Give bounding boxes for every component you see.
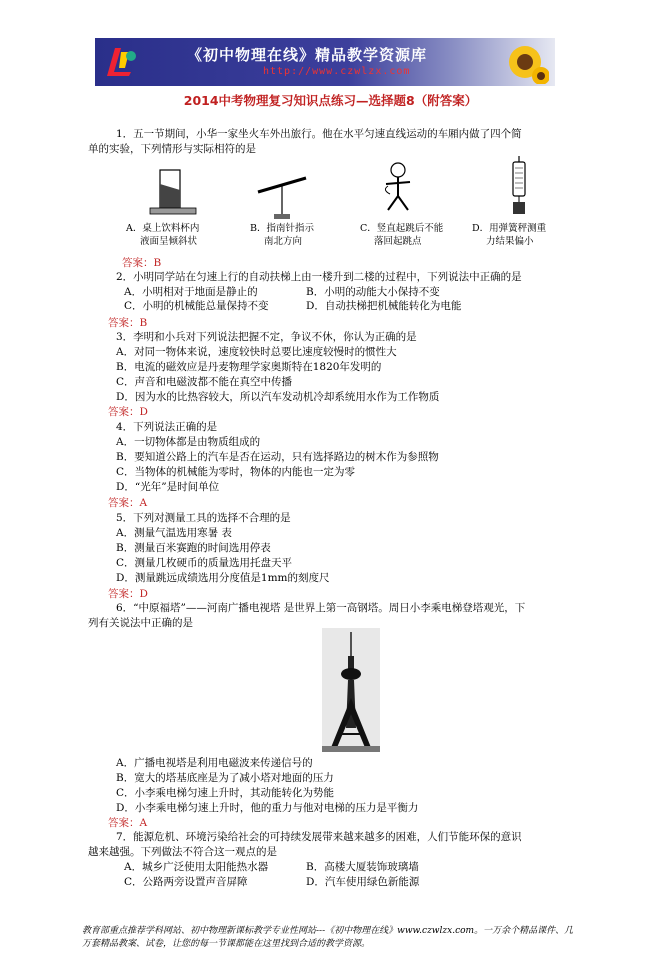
q5-answer: 答案：D [108, 588, 148, 600]
q6-option-a: A．广播电视塔是利用电磁波来传递信号的 [116, 757, 313, 769]
q6-option-c: C．小李乘电梯匀速上升时，其动能转化为势能 [116, 787, 335, 799]
q7-option-a: A．城乡广泛使用太阳能热水器 [124, 861, 269, 873]
q2-option-b: B．小明的动能大小保持不变 [306, 286, 440, 298]
compass-icon [254, 170, 310, 222]
q4-option-c: C．当物体的机械能为零时，物体的内能也一定为零 [116, 466, 356, 478]
q2-option-d: D．自动扶梯把机械能转化为电能 [306, 300, 462, 312]
q1-caption-c: C．竖直起跳后不能 落回起跳点 [360, 223, 444, 247]
q6-option-b: B．宽大的塔基底座是为了减小塔对地面的压力 [116, 772, 334, 784]
q5-option-a: A．测量气温选用寒暑 表 [116, 527, 232, 539]
q2-option-c: C．小明的机械能总量保持不变 [124, 300, 269, 312]
q1-caption-a: A．桌上饮料杯内 液面呈倾斜状 [126, 223, 200, 247]
q5-option-b: B．测量百米赛跑的时间选用停表 [116, 542, 271, 554]
q5-stem: 5．下列对测量工具的选择不合理的是 [116, 512, 291, 524]
banner-url[interactable]: http://www.czwlzx.com [263, 66, 411, 77]
tv-tower-photo [322, 628, 380, 752]
q2-answer: 答案：B [108, 317, 148, 329]
q1-caption-b: B．指南针指示 南北方向 [250, 223, 314, 247]
sunflower-icon [501, 40, 549, 84]
q3-answer: 答案：D [108, 406, 148, 418]
q2-stem: 2．小明同学站在匀速上行的自动扶梯上由一楼升到二楼的过程中，下列说法中正确的是 [116, 271, 522, 283]
q1-stem-line2: 单的实验，下列情形与实际相符的是 [88, 143, 256, 155]
q4-option-b: B．要知道公路上的汽车是否在运动，只有选择路边的树木作为参照物 [116, 451, 439, 463]
q7-stem-line2: 越来越强。下列做法不符合这一观点的是 [88, 846, 277, 858]
q3-option-d: D．因为水的比热容较大，所以汽车发动机冷却系统用水作为工作物质 [116, 391, 440, 403]
banner-title: 《初中物理在线》精品教学资源库 [187, 46, 428, 64]
q3-stem: 3．李明和小兵对下列说法把握不定，争议不休，你认为正确的是 [116, 331, 417, 343]
q3-option-c: C．声音和电磁波都不能在真空中传播 [116, 376, 293, 388]
q6-stem-line2: 列有关说法中正确的是 [88, 617, 193, 629]
q7-option-d: D．汽车使用绿色新能源 [306, 876, 420, 888]
q7-option-b: B．高楼大厦装饰玻璃墙 [306, 861, 419, 873]
q6-stem-line1: 6．“中原福塔”——河南广播电视塔 是世界上第一高钢塔。周日小李乘电梯登塔观光，下 [116, 602, 526, 614]
q7-stem-line1: 7．能源危机、环境污染给社会的可持续发展带来越来越多的困难，人们节能环保的意识 [116, 831, 522, 843]
q1-stem-line1: 1．五一节期间，小华一家坐火车外出旅行。他在水平匀速直线运动的车厢内做了四个简 [116, 128, 522, 140]
q7-option-c: C．公路两旁设置声音屏障 [124, 876, 248, 888]
header-banner [95, 38, 555, 86]
q6-answer: 答案：A [108, 817, 148, 829]
q4-stem: 4．下列说法正确的是 [116, 421, 218, 433]
q4-answer: 答案：A [108, 497, 148, 509]
footer-note: 教育部重点推荐学科网站、初中物理新课标教学专业性网站---《初中物理在线》www.czwlzx.com。一万余个精品课件、几万套精品教案、试卷，让您的每一节课都能在这里找到合适的教学资源。 [82, 926, 574, 949]
q1-answer: 答案：B [122, 257, 162, 269]
q5-option-c: C．测量几枚硬币的质量选用托盘天平 [116, 557, 293, 569]
q3-option-b: B．电流的磁效应是丹麦物理学家奥斯特在1820年发明的 [116, 361, 382, 373]
q2-option-a: A．小明相对于地面是静止的 [124, 286, 258, 298]
spring-scale-icon [506, 156, 532, 220]
document-title: 2014中考物理复习知识点练习—选择题8（附答案） [183, 93, 478, 108]
tilted-cup-icon [148, 164, 198, 220]
q6-option-d: D．小李乘电梯匀速上升时，他的重力与他对电梯的压力是平衡力 [116, 802, 419, 814]
site-logo-icon [101, 42, 141, 82]
q4-option-d: D．“光年”是时间单位 [116, 481, 220, 493]
q5-option-d: D．测量跳远成绩选用分度值是1mm的刻度尺 [116, 572, 330, 584]
q4-option-a: A．一切物体都是由物质组成的 [116, 436, 261, 448]
jumping-person-icon [378, 160, 422, 218]
q3-option-a: A．对同一物体来说，速度较快时总要比速度较慢时的惯性大 [116, 346, 397, 358]
q1-caption-d: D．用弹簧秤测重 力结果偏小 [472, 223, 547, 247]
